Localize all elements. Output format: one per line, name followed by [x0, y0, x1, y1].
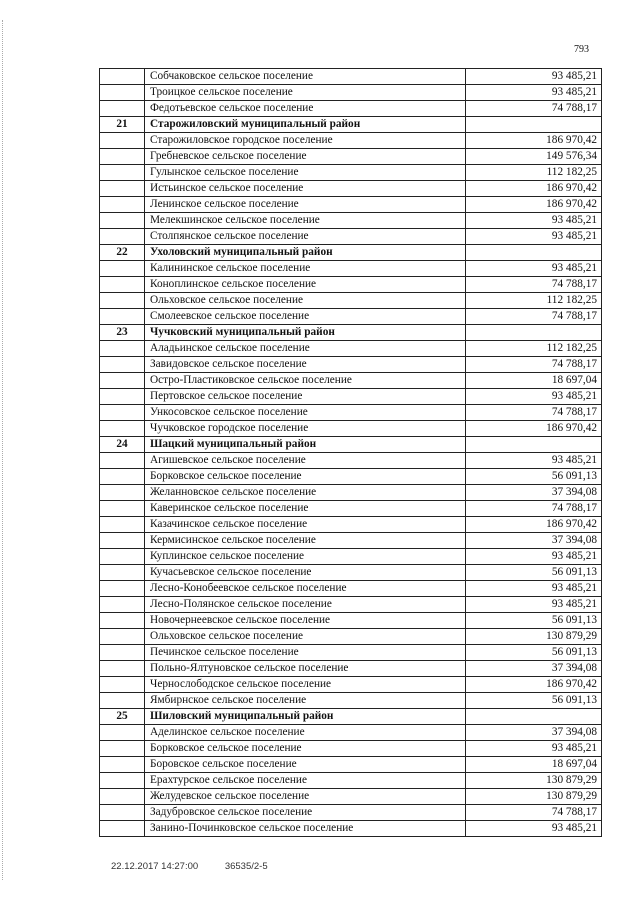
row-number — [100, 213, 145, 229]
settlement-name: Коноплинское сельское поселение — [145, 277, 466, 293]
allocation-value: 149 576,34 — [466, 149, 602, 165]
table-row — [100, 229, 602, 245]
settlement-name: Желудевское сельское поселение — [145, 789, 466, 805]
allocation-value: 93 485,21 — [466, 453, 602, 469]
row-number — [100, 501, 145, 517]
row-number — [100, 629, 145, 645]
settlement-name: Кермисинское сельское поселение — [145, 533, 466, 549]
settlement-name: Лесно-Конобеевское сельское поселение — [145, 581, 466, 597]
row-number — [100, 517, 145, 533]
allocation-value: 93 485,21 — [466, 213, 602, 229]
allocation-value: 93 485,21 — [466, 821, 602, 837]
allocation-value: 186 970,42 — [466, 181, 602, 197]
table-row — [100, 133, 602, 149]
table-row — [100, 69, 602, 85]
settlement-name: Ольховское сельское поселение — [145, 293, 466, 309]
settlement-name: Ункосовское сельское поселение — [145, 405, 466, 421]
allocation-value — [466, 709, 602, 725]
row-number — [100, 149, 145, 165]
row-number: 24 — [100, 437, 145, 453]
settlement-name: Ольховское сельское поселение — [145, 629, 466, 645]
table-row — [100, 453, 602, 469]
row-number: 23 — [100, 325, 145, 341]
allocation-value: 74 788,17 — [466, 501, 602, 517]
allocation-value: 112 182,25 — [466, 341, 602, 357]
table-row — [100, 357, 602, 373]
allocation-value: 186 970,42 — [466, 133, 602, 149]
allocation-value: 56 091,13 — [466, 645, 602, 661]
table-row — [100, 101, 602, 117]
allocation-value: 186 970,42 — [466, 421, 602, 437]
row-number — [100, 341, 145, 357]
district-name: Чучковский муниципальный район — [145, 325, 466, 341]
allocation-value: 56 091,13 — [466, 469, 602, 485]
settlement-name: Федотьевское сельское поселение — [145, 101, 466, 117]
allocation-value: 37 394,08 — [466, 533, 602, 549]
district-row — [100, 117, 602, 133]
table-row — [100, 677, 602, 693]
row-number — [100, 181, 145, 197]
district-name: Шацкий муниципальный район — [145, 437, 466, 453]
settlement-name: Задубровское сельское поселение — [145, 805, 466, 821]
table-row — [100, 533, 602, 549]
row-number — [100, 261, 145, 277]
allocation-value: 74 788,17 — [466, 357, 602, 373]
allocation-value: 74 788,17 — [466, 277, 602, 293]
row-number — [100, 197, 145, 213]
row-number — [100, 645, 145, 661]
allocation-value: 186 970,42 — [466, 517, 602, 533]
settlement-name: Гребневское сельское поселение — [145, 149, 466, 165]
row-number — [100, 725, 145, 741]
allocation-value: 74 788,17 — [466, 309, 602, 325]
settlement-name: Завидовское сельское поселение — [145, 357, 466, 373]
table-row — [100, 469, 602, 485]
table-row — [100, 181, 602, 197]
table-row — [100, 165, 602, 181]
row-number — [100, 741, 145, 757]
allocation-value: 186 970,42 — [466, 197, 602, 213]
settlement-name: Казачинское сельское поселение — [145, 517, 466, 533]
row-number — [100, 69, 145, 85]
settlement-name: Чучковское городское поселение — [145, 421, 466, 437]
row-number — [100, 469, 145, 485]
row-number — [100, 533, 145, 549]
settlement-name: Мелекшинское сельское поселение — [145, 213, 466, 229]
allocation-value: 93 485,21 — [466, 389, 602, 405]
table-row — [100, 725, 602, 741]
row-number — [100, 133, 145, 149]
table-row — [100, 485, 602, 501]
allocation-value: 130 879,29 — [466, 629, 602, 645]
district-row — [100, 709, 602, 725]
settlement-name: Борковское сельское поселение — [145, 741, 466, 757]
row-number — [100, 405, 145, 421]
allocation-value: 56 091,13 — [466, 613, 602, 629]
allocation-value — [466, 325, 602, 341]
settlement-name: Гулынское сельское поселение — [145, 165, 466, 181]
settlement-name: Печинское сельское поселение — [145, 645, 466, 661]
scan-edge-mark — [2, 20, 4, 880]
table-row — [100, 629, 602, 645]
allocation-table — [99, 68, 602, 837]
table-row — [100, 757, 602, 773]
settlement-name: Аделинское сельское поселение — [145, 725, 466, 741]
district-name: Старожиловский муниципальный район — [145, 117, 466, 133]
table-row — [100, 149, 602, 165]
table-row — [100, 309, 602, 325]
row-number — [100, 229, 145, 245]
table-row — [100, 789, 602, 805]
footer-datetime: 22.12.2017 14:27:00 — [111, 861, 199, 872]
allocation-value: 56 091,13 — [466, 693, 602, 709]
settlement-name: Лесно-Полянское сельское поселение — [145, 597, 466, 613]
settlement-name: Новочернеевское сельское поселение — [145, 613, 466, 629]
table-row — [100, 373, 602, 389]
table-row — [100, 389, 602, 405]
settlement-name: Троицкое сельское поселение — [145, 85, 466, 101]
table-row — [100, 741, 602, 757]
allocation-value: 93 485,21 — [466, 85, 602, 101]
allocation-value: 93 485,21 — [466, 581, 602, 597]
allocation-value: 74 788,17 — [466, 805, 602, 821]
settlement-name: Аладьинское сельское поселение — [145, 341, 466, 357]
district-row — [100, 325, 602, 341]
allocation-value: 93 485,21 — [466, 229, 602, 245]
settlement-name: Чернослободское сельское поселение — [145, 677, 466, 693]
allocation-value: 130 879,29 — [466, 789, 602, 805]
allocation-value: 93 485,21 — [466, 597, 602, 613]
row-number: 25 — [100, 709, 145, 725]
settlement-name: Истьинское сельское поселение — [145, 181, 466, 197]
settlement-name: Остро-Пластиковское сельское поселение — [145, 373, 466, 389]
row-number — [100, 565, 145, 581]
table-row — [100, 197, 602, 213]
settlement-name: Агишевское сельское поселение — [145, 453, 466, 469]
table-row — [100, 405, 602, 421]
row-number — [100, 581, 145, 597]
allocation-value: 93 485,21 — [466, 261, 602, 277]
settlement-name: Борковское сельское поселение — [145, 469, 466, 485]
table-row — [100, 261, 602, 277]
allocation-value: 186 970,42 — [466, 677, 602, 693]
district-name: Шиловский муниципальный район — [145, 709, 466, 725]
settlement-name: Ямбирнское сельское поселение — [145, 693, 466, 709]
settlement-name: Кучасьевское сельское поселение — [145, 565, 466, 581]
table-row — [100, 581, 602, 597]
table-row — [100, 549, 602, 565]
row-number — [100, 805, 145, 821]
allocation-value: 18 697,04 — [466, 757, 602, 773]
allocation-value — [466, 437, 602, 453]
table-row — [100, 277, 602, 293]
table-row — [100, 613, 602, 629]
table-row — [100, 565, 602, 581]
table-row — [100, 517, 602, 533]
settlement-name: Собчаковское сельское поселение — [145, 69, 466, 85]
table-row — [100, 645, 602, 661]
allocation-value: 93 485,21 — [466, 69, 602, 85]
allocation-value — [466, 117, 602, 133]
allocation-value: 130 879,29 — [466, 773, 602, 789]
row-number: 22 — [100, 245, 145, 261]
allocation-value — [466, 245, 602, 261]
table-row — [100, 341, 602, 357]
row-number — [100, 453, 145, 469]
table-row — [100, 693, 602, 709]
settlement-name: Куплинское сельское поселение — [145, 549, 466, 565]
page-number: 793 — [574, 44, 589, 55]
row-number — [100, 357, 145, 373]
settlement-name: Желанновское сельское поселение — [145, 485, 466, 501]
allocation-value: 112 182,25 — [466, 293, 602, 309]
row-number — [100, 277, 145, 293]
allocation-value: 112 182,25 — [466, 165, 602, 181]
table-row — [100, 805, 602, 821]
table-row — [100, 661, 602, 677]
allocation-value: 74 788,17 — [466, 101, 602, 117]
table-row — [100, 773, 602, 789]
table-row — [100, 597, 602, 613]
row-number — [100, 485, 145, 501]
row-number — [100, 677, 145, 693]
row-number — [100, 773, 145, 789]
allocation-value: 37 394,08 — [466, 485, 602, 501]
row-number — [100, 597, 145, 613]
allocation-value: 93 485,21 — [466, 549, 602, 565]
footer-doc-code: 36535/2-5 — [224, 861, 268, 872]
settlement-name: Пертовское сельское поселение — [145, 389, 466, 405]
row-number — [100, 101, 145, 117]
row-number — [100, 821, 145, 837]
settlement-name: Каверинское сельское поселение — [145, 501, 466, 517]
table-row — [100, 213, 602, 229]
settlement-name: Польно-Ялтуновское сельское поселение — [145, 661, 466, 677]
row-number: 21 — [100, 117, 145, 133]
settlement-name: Калининское сельское поселение — [145, 261, 466, 277]
table-body — [100, 69, 602, 837]
allocation-value: 56 091,13 — [466, 565, 602, 581]
row-number — [100, 693, 145, 709]
allocation-value: 18 697,04 — [466, 373, 602, 389]
table-row — [100, 85, 602, 101]
allocation-value: 93 485,21 — [466, 741, 602, 757]
row-number — [100, 389, 145, 405]
row-number — [100, 549, 145, 565]
settlement-name: Боровское сельское поселение — [145, 757, 466, 773]
row-number — [100, 421, 145, 437]
settlement-name: Столпянское сельское поселение — [145, 229, 466, 245]
row-number — [100, 165, 145, 181]
allocation-value: 37 394,08 — [466, 725, 602, 741]
row-number — [100, 309, 145, 325]
row-number — [100, 789, 145, 805]
row-number — [100, 661, 145, 677]
table-row — [100, 501, 602, 517]
row-number — [100, 373, 145, 389]
settlement-name: Ленинское сельское поселение — [145, 197, 466, 213]
settlement-name: Занино-Починковское сельское поселение — [145, 821, 466, 837]
settlement-name: Смолеевское сельское поселение — [145, 309, 466, 325]
district-row — [100, 245, 602, 261]
row-number — [100, 613, 145, 629]
district-row — [100, 437, 602, 453]
row-number — [100, 85, 145, 101]
row-number — [100, 293, 145, 309]
page-footer — [111, 861, 292, 872]
settlement-name: Старожиловское городское поселение — [145, 133, 466, 149]
table-row — [100, 421, 602, 437]
allocation-value: 37 394,08 — [466, 661, 602, 677]
allocation-value: 74 788,17 — [466, 405, 602, 421]
settlement-name: Ерахтурское сельское поселение — [145, 773, 466, 789]
district-name: Ухоловский муниципальный район — [145, 245, 466, 261]
table-row — [100, 293, 602, 309]
table-row — [100, 821, 602, 837]
row-number — [100, 757, 145, 773]
